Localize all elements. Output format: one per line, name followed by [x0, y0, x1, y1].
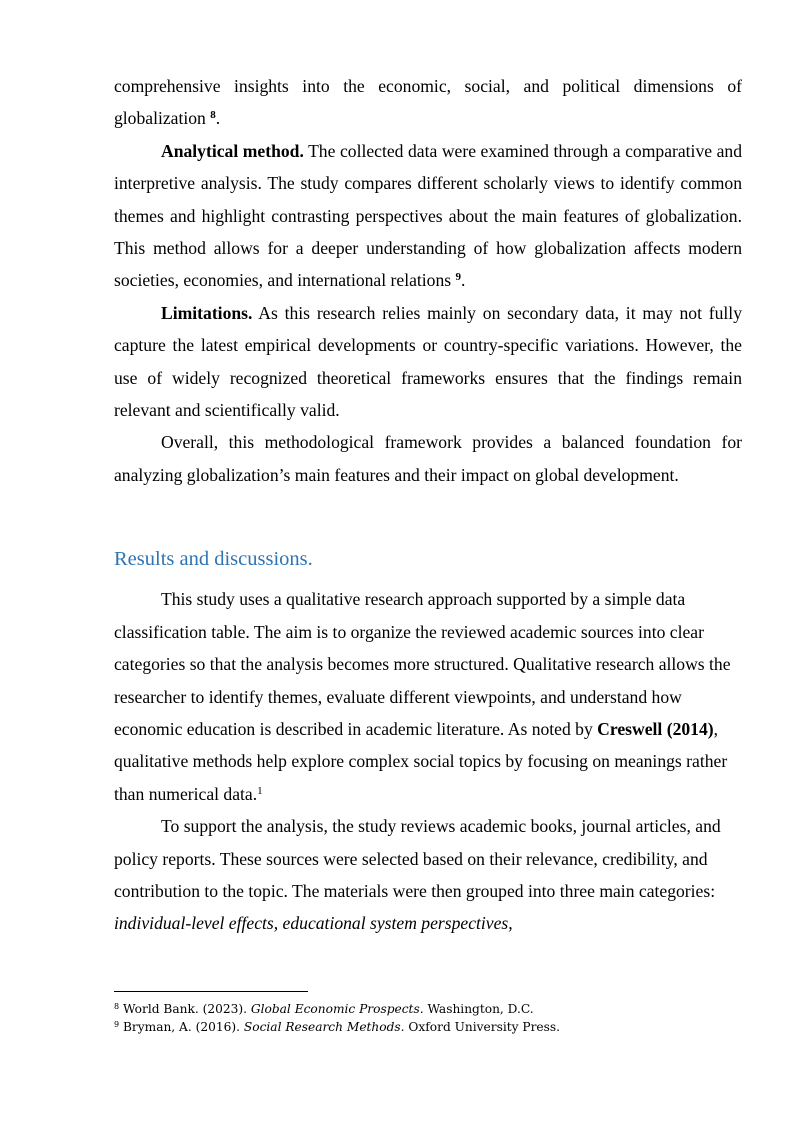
footnote-ref-9[interactable]: 9: [455, 271, 462, 284]
paragraph-text: Overall, this methodological framework provides a balanced foundation for analyzing globalization’s main features and their impact on global development.: [114, 432, 742, 485]
paragraph-limitations: [114, 297, 742, 427]
footnote-text: Washington, D.C.: [423, 1002, 534, 1016]
analytical-method-label: Analytical method.: [161, 140, 304, 161]
paragraph-overall: [114, 426, 742, 491]
footnote-number: 8: [114, 1002, 120, 1011]
paragraph-text: This study uses a qualitative research approach supported by a simple data classification table. The aim is to organize the reviewed academic sources into clear categories so that the analysis becomes more structured. Qualitative research allows the researcher to identify themes, evaluate different viewpoints, and understand how economic education is described in academic literature. As noted by: [114, 589, 731, 739]
categories-italic: individual-level effects, educational system perspectives,: [114, 913, 513, 934]
footnote-8: [114, 1000, 742, 1018]
paragraph-text: As this research relies mainly on secondary data, it may not fully capture the latest empirical developments or country-specific variations. However, the use of widely recognized theoretical frameworks ensures that the findings remain relevant and scientifically valid.: [114, 302, 742, 421]
paragraph-end: .: [461, 270, 466, 291]
paragraph-text: To support the analysis, the study reviews academic books, journal articles, and policy reports. These sources were selected based on their relevance, credibility, and contribution to the topic. The materials were then grouped into three main categories:: [114, 816, 721, 901]
footnote-title: Social Research Methods.: [243, 1020, 405, 1034]
paragraph-text: The collected data were examined through a comparative and interpretive analysis. The study compares different scholarly views to identify common themes and highlight contrasting perspectives about the main features of globalization. This method allows for a deeper understanding of how globalization affects modern societies, economies, and international relations: [114, 140, 742, 291]
footnote-ref-1[interactable]: 1: [257, 784, 263, 797]
footnote-text: Oxford University Press.: [404, 1020, 561, 1034]
paragraph-analytical-method: [114, 135, 742, 297]
footnote-separator: [114, 991, 308, 992]
footnote-number: 9: [114, 1020, 120, 1029]
paragraph-end: .: [215, 108, 221, 129]
paragraph-text: , qualitative methods help explore complex social topics by focusing on meanings rather than numerical data.: [114, 718, 728, 804]
page-body: [114, 70, 742, 940]
paragraph-sources-continuation: [114, 70, 742, 135]
footnote-text: World Bank. (2023).: [119, 1002, 251, 1016]
paragraph-qualitative-approach: [114, 583, 742, 810]
footnote-text: Bryman, A. (2016).: [119, 1020, 244, 1034]
footnote-title: Global Economic Prospects.: [250, 1002, 424, 1016]
citation-creswell: Creswell (2014): [597, 718, 714, 739]
footnote-9: [114, 1018, 742, 1036]
footnote-ref-8[interactable]: 8: [210, 109, 216, 122]
paragraph-source-review: [114, 810, 742, 940]
footnotes-area: [114, 991, 742, 1036]
section-heading-results: Results and discussions.: [114, 548, 313, 571]
limitations-label: Limitations.: [161, 302, 253, 323]
paragraph-text: comprehensive insights into the economic, social, and political dimensions of globalization: [114, 76, 742, 129]
